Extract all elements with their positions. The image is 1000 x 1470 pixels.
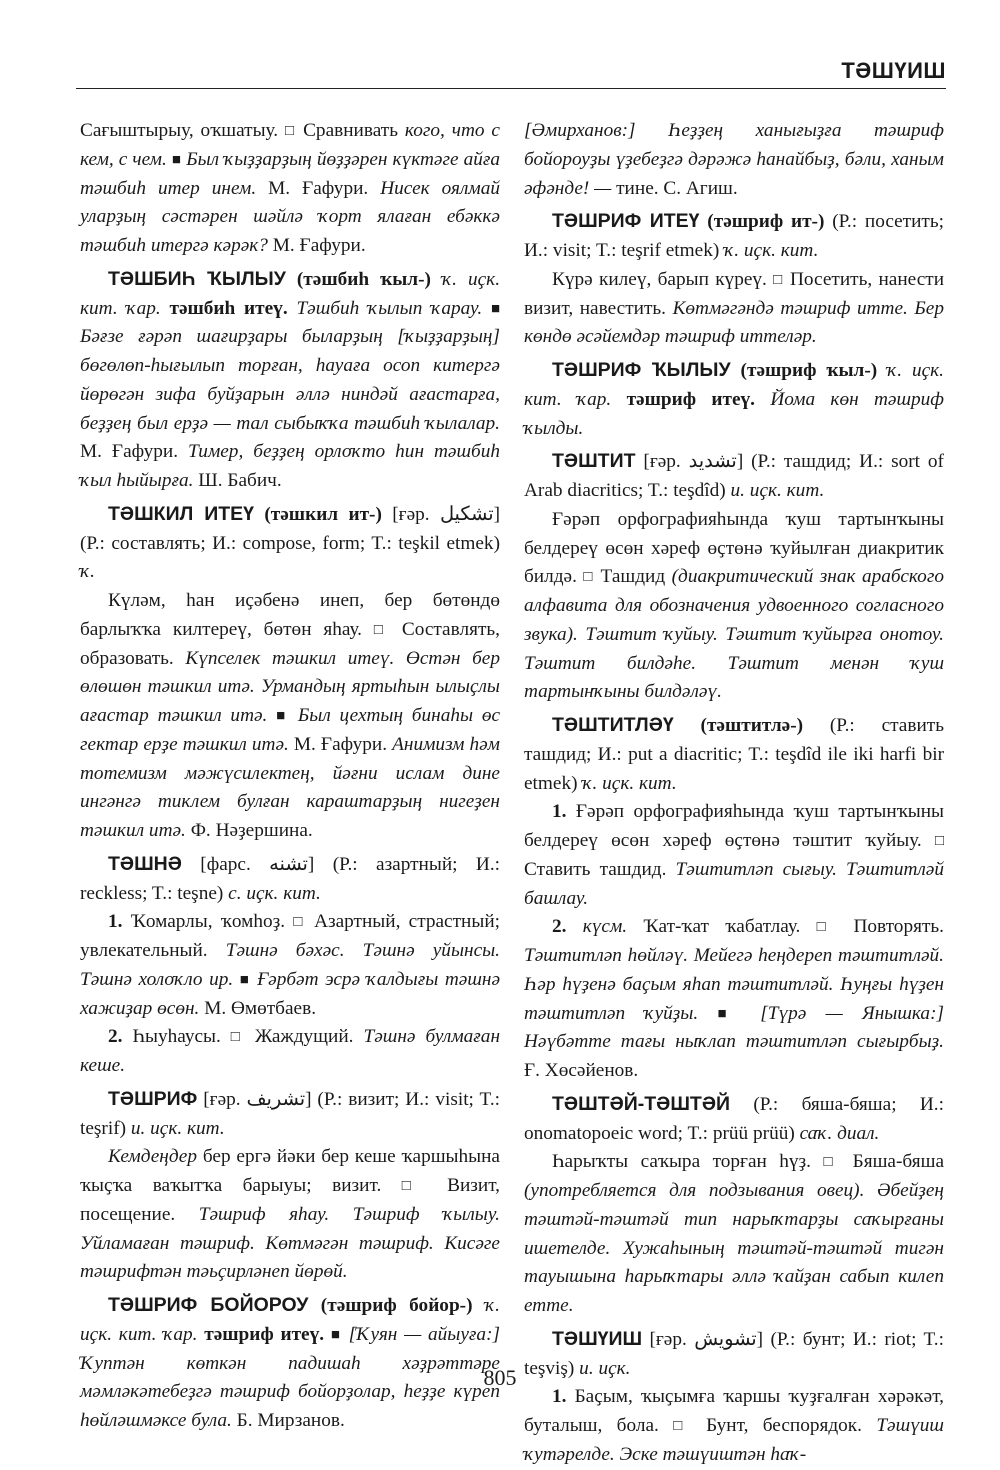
square-marker-icon: □ (773, 271, 784, 288)
dictionary-entry (80, 500, 500, 587)
sense-paragraph (80, 1023, 500, 1081)
headword: ТӘШРИФ ИТЕҮ (552, 210, 700, 233)
text-run: Сравнивать (296, 120, 405, 141)
italic-text: [Түрә — Янышка:] Нәүбәтте тағы ныҡлап тәштитләп сығырбыҙ. (524, 1002, 945, 1053)
square-marker-icon: □ (230, 1029, 246, 1046)
text-run: Визит, посещение. (80, 1175, 500, 1225)
italic-text: с. иҫк. кит. (228, 882, 321, 904)
headword: ТӘШРИФ ҠЫЛЫУ (552, 359, 731, 381)
italic-text: и. иҫк. кит. (130, 1117, 225, 1139)
dictionary-entry (80, 1085, 500, 1144)
sense-paragraph (524, 798, 944, 913)
sense-paragraph (80, 1143, 500, 1287)
square-marker-icon: ■ (717, 1005, 741, 1022)
bold-text: 1. (552, 1386, 567, 1408)
text-run (324, 1324, 331, 1345)
text-run: [ғәр. تشكيل] (Р.: составлять; И.: compose, form; T.: teşkil etmek) (80, 503, 501, 554)
italic-text: күсм. (566, 916, 628, 938)
italic-text: Кемдеңдер (108, 1146, 198, 1168)
text-run: М. Ғафури. (267, 235, 366, 256)
sense-paragraph (524, 1148, 944, 1321)
bold-text: (тәшкил ит-) (264, 503, 382, 525)
bold-text: 2. (552, 916, 567, 938)
text-run: Азартный, страстный; увлекательный. (80, 911, 500, 961)
italic-text: Көтмәгәндә тәшриф итте. Бер көндө әсәйемдәр тәшриф иттеләр. (524, 297, 944, 348)
headword: ТӘШБИҺ ҠЫЛЫУ (108, 267, 286, 290)
italic-text: Был ҡыҙҙарҙың йөҙҙәрен күктәге айға тәшбиһ итер инем. (80, 148, 501, 199)
sense-paragraph (524, 266, 944, 352)
headword: ТӘШҮИШ (552, 1327, 643, 1350)
bold-text: (тәшриф ҡыл-) (740, 360, 878, 381)
italic-text: ҡ. иҫк. кит. (582, 772, 677, 794)
square-marker-icon: ■ (490, 300, 500, 317)
italic-text: Бәғзе ғәрәп шағирҙары быларҙың [ҡыҙҙарҙың] бөгөлөп-һығылып торған, һауаға осоп китергә йөрөгән зифа буйҙарын әллә ниндәй ағастарға, беҙҙең был ерҙә — тал сыбыҡҡа тәшбиһ ҡылалар. (80, 326, 500, 434)
bold-text: (тәштитлә-) (700, 715, 804, 736)
text-run (731, 360, 741, 381)
bold-text: (тәшриф ит-) (707, 211, 825, 233)
sense-paragraph (524, 913, 944, 1086)
italic-text: Тәшриф яһау. Тәшриф ҡылыу. Уйламаған тәшриф. Көтмәгән тәшриф. Кисәге тәшрифтән тәьҫирләнеп йөрөй. (80, 1203, 500, 1283)
italic-text: (употребляется для подзывания овец). Әбейҙең тәштәй-тәштәй тип нарыҡтарҙы саҡырғаны ишетелде. Хужаһының тәштәй-тәштәй тигән тауышына һарыҡтары әллә ҡайҙан сабып килеп етте. (524, 1180, 944, 1316)
dictionary-entry (524, 447, 944, 506)
italic-text: и. иҫк. (579, 1357, 631, 1379)
square-marker-icon: □ (293, 914, 306, 931)
square-marker-icon: □ (816, 919, 838, 936)
headword: ТӘШТӘЙ-ТӘШТӘЙ (552, 1092, 730, 1115)
italic-text: Был цехтың бинаһы өс гектар ерҙе тәшкил итә. (80, 705, 501, 755)
italic-text: ҡ. (80, 561, 95, 583)
italic-text: ҡ. иҫк. кит. ҡар. (524, 360, 944, 410)
italic-text: Йома көн тәшриф ҡылды. (524, 388, 944, 439)
headword: ТӘШТИТ (552, 450, 636, 473)
text-run (286, 269, 297, 290)
square-marker-icon: □ (401, 1178, 427, 1194)
text-run: Сағыштырыу, оҡшатыу. (80, 120, 285, 141)
bold-text: тәшриф итеү. (204, 1323, 325, 1345)
italic-text: Тимер, беҙҙең орлоҡто һин тәшбиһ ҡыл һыйырға. (80, 441, 500, 491)
text-run: [ғәр. تشديد] (Р.: ташдид; И.: sort of Arab diacritics; T.: teşdîd) (524, 451, 944, 501)
text-run: М. Ғафури. (80, 441, 189, 463)
dictionary-entry (80, 1291, 500, 1436)
text-run: бер ергә йәки бер кеше ҡаршыһына ҡыҫҡа ваҡытҡа барыуы; визит. (80, 1146, 500, 1196)
italic-text: (диакритический знак арабского алфавита для обозначения удвоенного согласного звука). Тәштит ҡуйыу. Тәштит ҡуйырға онотоу. Тәштит билдәһе. Тәштит менән ҡуш тартынҡыны билдәләү. (524, 566, 944, 703)
sense-paragraph (524, 506, 944, 707)
square-marker-icon: ■ (239, 971, 251, 988)
text-run: Б. Мирзанов. (231, 1410, 345, 1431)
square-marker-icon: □ (673, 1418, 692, 1434)
text-run: Бяша-бяша (840, 1151, 944, 1173)
headword: ТӘШРИФ БОЙОРОУ (108, 1294, 309, 1316)
text-run: Ҡат-ҡат ҡабатлау. (627, 916, 817, 938)
headword: ТӘШКИЛ ИТЕҮ (108, 502, 254, 525)
italic-text: ҡ. иҫк. кит. (724, 240, 819, 261)
italic-text: Тәшнә бәхәс. Тәшнә уйынсы. Тәшнә холоҡло ир. (80, 940, 501, 990)
bold-text: 1. (552, 801, 567, 823)
italic-text: Тәшүиш ҡутәрелде. Эске тәшүиштән һаҡ- (524, 1415, 944, 1465)
running-head (76, 58, 946, 89)
headword: ТӘШРИФ (108, 1087, 198, 1110)
text-run: Ташдид (594, 566, 672, 588)
left-column (80, 117, 500, 1436)
square-marker-icon: □ (934, 833, 944, 849)
headword: ТӘШНӘ (108, 852, 182, 875)
italic-text: и. иҫк. кит. (730, 480, 825, 501)
page-number: 805 (483, 1365, 517, 1390)
text-run: Күрә килеү, барып күреү. (552, 268, 774, 290)
bold-text: 2. (108, 1026, 123, 1048)
text-run (254, 504, 264, 525)
dictionary-entry (524, 711, 944, 798)
text-run (674, 715, 701, 736)
bold-text: (тәшбиһ ҡыл-) (296, 268, 431, 290)
italic-text: Тәшнә булмаған кеше. (80, 1026, 501, 1076)
text-run: Жаждущий. (245, 1026, 364, 1048)
text-run: Ғәрәп орфографияһында ҡуш тартынҡыны белдереү өсөн хәреф өҫтөнә ҡуйылған диакритик билдә. (524, 508, 944, 588)
dictionary-entry (524, 356, 944, 443)
text-run: Ш. Бабич. (193, 470, 282, 491)
text-run: Баҫым, ҡыҫымға ҡаршы ҡуҙғалған хәрәкәт, буталыш, бола. (524, 1386, 944, 1436)
text-run: Составлять, образовать. (80, 618, 500, 669)
square-marker-icon: □ (823, 1154, 841, 1171)
text-run: Бунт, беспорядок. (691, 1415, 877, 1436)
bold-text: (тәшриф бойор-) (320, 1295, 473, 1316)
italic-text: кого, что с кем, с чем. (80, 120, 500, 170)
square-marker-icon: ■ (330, 1326, 342, 1343)
text-run: Ставить ташдид. (524, 858, 676, 880)
dictionary-entry (524, 1090, 944, 1149)
dictionary-entry (80, 850, 500, 909)
text-run: Ф. Нәҙершина. (185, 820, 313, 841)
text-run: Ҡомарлы, ҡомһоҙ. (122, 911, 294, 933)
text-run: Посетить, нанести визит, навестить. (524, 268, 945, 319)
text-run: Ғ. Хөсәйенов. (524, 1060, 639, 1081)
text-run: М. Өмөтбаев. (199, 997, 317, 1019)
text-run (308, 1295, 320, 1316)
bold-text: тәшбиһ итеү. (169, 297, 288, 319)
text-run: (Р.: посетить; И.: visit; T.: teşrif etmek) (524, 211, 944, 261)
italic-text: [Әмирханов:] Һеҙҙең ханығыҙға тәшриф бойороуҙы үҙебеҙгә дәрәжә һанайбыҙ, бәли, ханым әфәнде! — (524, 120, 944, 199)
dictionary-entry (524, 207, 944, 266)
text-run: [фарс. تشنه] (Р.: азартный; И.: reckless; T.: teşne) (80, 853, 500, 904)
text-run: Һыуһаусы. (122, 1026, 231, 1048)
text-run: Повторять. (837, 916, 944, 938)
square-marker-icon: □ (373, 621, 390, 638)
text-run: [ғәр. تشويش] (Р.: бунт; И.: riot; T.: teşviş) (524, 1328, 944, 1379)
continued-paragraph (80, 117, 500, 261)
bold-text: тәшриф итеү. (626, 388, 755, 410)
right-column (524, 117, 944, 1470)
italic-text: [Ҡуян — айыуға:] Ҡуптән көткән падишаһ хәҙрәттәре мәмләкәтебеҙгә тәшриф бойорҙолар, һеҙҙе күреп һөйләшмәксе була. (80, 1323, 500, 1431)
text-run: тине. С. Агиш. (616, 177, 738, 199)
italic-text: Тәштитләп сығыу. Тәштитләй башлау. (524, 858, 944, 909)
sense-paragraph (80, 908, 500, 1023)
continued-paragraph (524, 117, 944, 203)
text-run: Һарыҡты саҡыра торған һүҙ. (552, 1151, 824, 1173)
italic-text: ҡ. иҫк. кит. ҡар. (80, 268, 501, 319)
headword: ТӘШТИТЛӘҮ (552, 714, 674, 736)
italic-text: Тәштитләп һөйләү. Мейегә һеңдереп тәштитләй. Һәр һүҙенә баҫым яһап тәштитләй. Һуңғы һүҙен тәштитләп ҡуйҙы. (524, 945, 944, 1024)
text-run: Күләм, һан иҫәбенә инеп, бер бөтөндө барлыҡҡа килтереү, бөтөн яһау. (80, 590, 500, 640)
italic-text: Анимизм һәм тотемизм мәжүсилектең, йәғни ислам дине ингәнгә тиклем булған караштарҙың нигеҙен тәшкил итә. (80, 733, 500, 841)
sense-paragraph (80, 587, 500, 846)
italic-text: Нисек оялмай уларҙың сәстәрен шәйлә ҡорт ялаған ебәккә тәшбиһ итергә кәрәк? (80, 177, 500, 256)
text-run: М. Ғафури. (288, 733, 393, 755)
text-run: (Р.: бяша-бяша; И.: onomatopoeic word; T.: prüü prüü) (524, 1093, 944, 1144)
italic-text: саҡ. диал. (799, 1122, 880, 1144)
text-run: Ғәрәп орфографияһында ҡуш тартынҡыны белдереү өсөн хәреф өҫтөнә тәштит ҡуйыу. (524, 801, 944, 851)
italic-text: ҡ. иҫк. кит. ҡар. (80, 1295, 500, 1345)
text-run: М. Ғафури. (256, 177, 381, 199)
running-head-word: ТӘШҮИШ (841, 58, 946, 83)
square-marker-icon: ■ (276, 708, 290, 724)
dictionary-entry (80, 265, 500, 496)
text-run: [ғәр. تشريف] (Р.: визит; И.: visit; T.: teşrif) (80, 1088, 501, 1139)
italic-text: Күпселек тәшкил итеү. Өстән бер өлөшөн тәшкил итә. Урмандың яртыһын ылыҫлы ағастар тәшкил итә. (80, 647, 501, 726)
italic-text: Тәшбиһ ҡылып ҡарау. (287, 297, 491, 319)
square-marker-icon: □ (583, 569, 595, 586)
italic-text: Ғәрбәт эсрә ҡалдығы тәшнә хажиҙар өсөн. (80, 968, 501, 1019)
sense-paragraph (524, 1383, 944, 1469)
bold-text: 1. (108, 911, 123, 933)
square-marker-icon: ■ (171, 151, 182, 168)
square-marker-icon: □ (284, 123, 297, 139)
text-run: (Р.: ставить ташдид; И.: put a diacritic; T.: teşdîd ile iki harfi bir etmek) (524, 715, 944, 794)
